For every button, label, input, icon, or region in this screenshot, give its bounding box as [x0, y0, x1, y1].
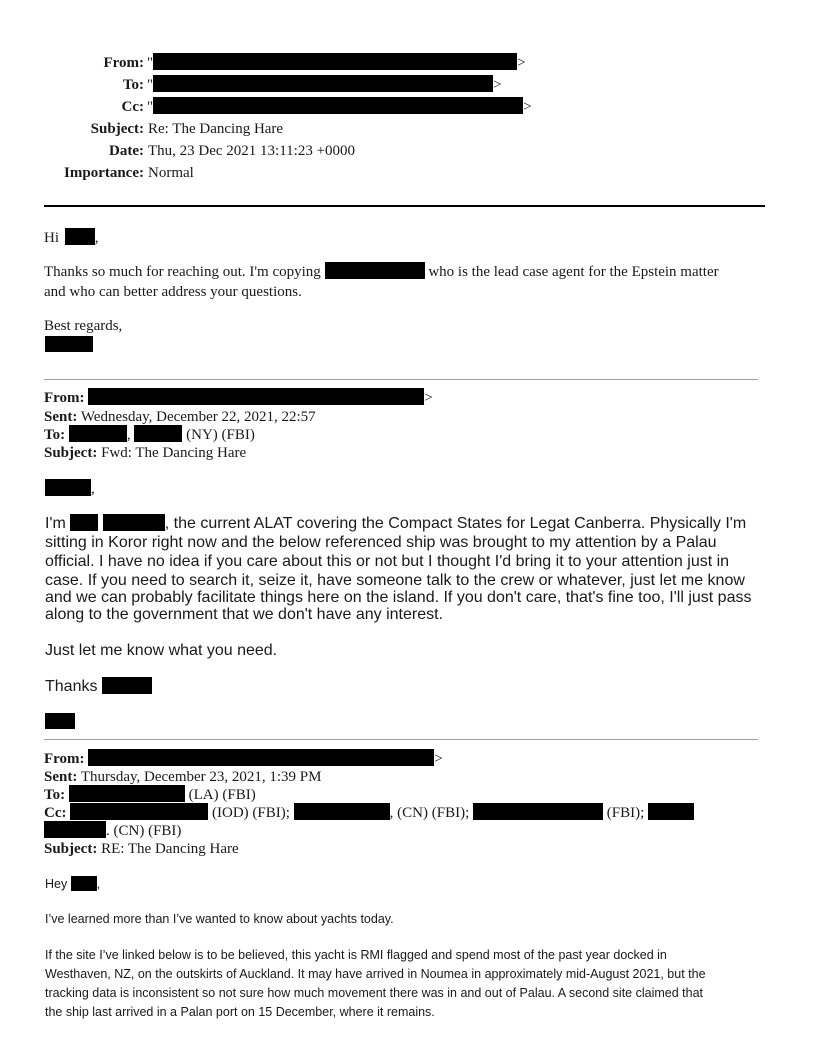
header-subject-label: Subject:	[90, 121, 144, 137]
redaction-block	[473, 803, 603, 820]
fwd2-to-row	[44, 785, 256, 805]
redaction-block	[294, 803, 390, 820]
reply-greeting	[44, 228, 99, 248]
fwd2-cc-text: , (CN) (FBI);	[389, 805, 470, 821]
fwd1-greeting	[45, 479, 95, 499]
header-cc-row	[0, 96, 816, 118]
fwd1-body-line-1	[45, 514, 746, 534]
header-subject-value: Re: The Dancing Hare	[148, 121, 284, 137]
reply-body-line-1	[44, 262, 719, 282]
fwd2-subject-value: RE: The Dancing Hare	[101, 841, 239, 857]
fwd1-subject-label: Subject:	[44, 445, 98, 461]
fwd1-to-suffix: (NY) (FBI)	[186, 427, 255, 443]
header-date-label: Date:	[109, 143, 144, 159]
header-date-row	[0, 140, 816, 162]
section-divider	[44, 379, 758, 380]
fwd2-to-label: To:	[44, 787, 66, 803]
section-divider	[44, 739, 758, 740]
redaction-block	[45, 479, 91, 496]
redaction-block	[70, 514, 98, 531]
redaction-block	[88, 388, 424, 405]
greeting-text: Hi	[44, 230, 59, 246]
redaction-block	[70, 803, 208, 820]
fwd2-subject-row	[44, 839, 239, 859]
fwd1-to-row	[44, 425, 255, 445]
header-to-value	[147, 74, 502, 96]
fwd2-body-line-4: the ship last arrived in a Palan port on 15 December, where it remains.	[45, 1005, 435, 1019]
to-close-bracket: >	[493, 77, 502, 93]
greeting-comma: ,	[91, 481, 95, 497]
fwd2-cc-row	[44, 803, 694, 823]
fwd1-sent-label: Sent:	[44, 409, 78, 425]
redaction-block	[153, 53, 517, 70]
redaction-block	[153, 97, 523, 114]
redaction-block	[65, 228, 95, 245]
cc-close-bracket: >	[523, 99, 532, 115]
redaction-block	[325, 262, 425, 279]
fwd1-from-label: From:	[44, 390, 85, 406]
email-header	[0, 0, 816, 200]
fwd2-from-bracket: >	[434, 751, 443, 767]
header-to-label: To:	[122, 77, 144, 93]
header-cc-value	[147, 96, 532, 118]
cc-open-quote: "	[147, 99, 154, 115]
fwd1-body-line-4: case. If you need to search it, seize it, have someone talk to the crew or whatever, just let me know	[45, 572, 745, 589]
fwd2-cc-text: . (CN) (FBI)	[106, 823, 182, 839]
header-from-label: From:	[103, 55, 144, 71]
redaction-block	[134, 425, 182, 442]
redaction-block	[102, 677, 152, 694]
fwd2-from-label: From:	[44, 751, 85, 767]
header-from-value	[147, 52, 526, 74]
fwd1-to-sep: ,	[126, 427, 131, 443]
signature-redaction	[45, 713, 75, 729]
fwd1-text: I'm	[45, 515, 66, 532]
redaction-block	[153, 75, 493, 92]
header-importance-row	[0, 162, 816, 184]
redaction-block	[71, 876, 97, 891]
redaction-block	[88, 749, 434, 766]
redaction-block	[44, 821, 106, 838]
redaction-block	[103, 514, 165, 531]
header-to-row	[0, 74, 816, 96]
fwd1-thanks	[45, 677, 152, 697]
header-cc-label: Cc:	[121, 99, 144, 115]
greeting-comma: ,	[94, 230, 99, 246]
greeting-comma: ,	[96, 877, 101, 891]
fwd2-cc-label: Cc:	[44, 805, 67, 821]
reply-body-line-2: and who can better address your questions.	[44, 284, 302, 300]
fwd1-body-line-6: along to the government that we don't have any interest.	[45, 606, 443, 623]
fwd1-subject-value: Fwd: The Dancing Hare	[101, 445, 247, 461]
header-subject-row	[0, 118, 816, 140]
fwd1-body-p2: Just let me know what you need.	[45, 642, 278, 659]
fwd2-sent-value: Thursday, December 23, 2021, 1:39 PM	[80, 769, 322, 785]
to-open-quote: "	[147, 77, 154, 93]
reply-signoff: Best regards,	[44, 318, 123, 334]
reply-text: Thanks so much for reaching out. I'm copying	[44, 264, 321, 280]
redaction-block	[648, 803, 694, 820]
fwd2-sent-label: Sent:	[44, 769, 78, 785]
fwd2-cc-row-2	[44, 821, 181, 841]
redaction-block	[69, 425, 127, 442]
signature-redaction	[45, 336, 93, 352]
fwd2-cc-text: (FBI);	[606, 805, 645, 821]
from-close-bracket: >	[517, 55, 526, 71]
header-date-value: Thu, 23 Dec 2021 13:11:23 +0000	[148, 143, 356, 159]
fwd1-body-line-5: and we can probably facilitate things here on the island. If you don't care, that's fine too, I'll just pass	[45, 589, 752, 606]
fwd1-sent-value: Wednesday, December 22, 2021, 22:57	[80, 409, 316, 425]
fwd1-subject-row	[44, 443, 246, 463]
fwd2-to-suffix: (LA) (FBI)	[188, 787, 256, 803]
fwd2-subject-label: Subject:	[44, 841, 98, 857]
header-importance-value: Normal	[148, 165, 194, 181]
fwd2-body-line-1: If the site I’ve linked below is to be believed, this yacht is RMI flagged and spend most of the past year docked in	[45, 948, 667, 962]
fwd2-body-line-3: tracking data is inconsistent so not sure how much movement there was in and out of Palau. A second site claimed that	[45, 986, 704, 1000]
from-open-quote: "	[147, 55, 154, 71]
fwd2-body-p1: I’ve learned more than I’ve wanted to know about yachts today.	[45, 912, 394, 926]
fwd2-greeting	[45, 875, 100, 894]
fwd1-body-line-2: sitting in Koror right now and the below referenced ship was brought to my attention by a Palau	[45, 534, 717, 551]
fwd1-to-label: To:	[44, 427, 66, 443]
fwd2-from-row	[44, 749, 443, 769]
reply-text: who is the lead case agent for the Epstein matter	[428, 264, 719, 280]
greeting-text: Hey	[45, 877, 68, 891]
header-divider	[44, 205, 765, 207]
fwd2-cc-text: (IOD) (FBI);	[212, 805, 290, 821]
fwd1-sent-row	[44, 407, 316, 427]
fwd1-body-line-3: official. I have no idea if you care about this or not but I thought I'd bring it to your attention just in	[45, 553, 730, 570]
fwd1-text: , the current ALAT covering the Compact States for Legat Canberra. Physically I'm	[164, 515, 747, 532]
redaction-block	[69, 785, 185, 802]
header-importance-label: Importance:	[64, 165, 144, 181]
fwd2-sent-row	[44, 767, 321, 787]
fwd1-from-bracket: >	[424, 390, 433, 406]
fwd1-from-row	[44, 388, 433, 408]
fwd2-body-line-2: Westhaven, NZ, on the outskirts of Auckland. It may have arrived in Noumea in approximately mid-August 2021, but the	[45, 967, 706, 981]
thanks-text: Thanks	[45, 678, 98, 695]
header-from-row	[0, 52, 816, 74]
